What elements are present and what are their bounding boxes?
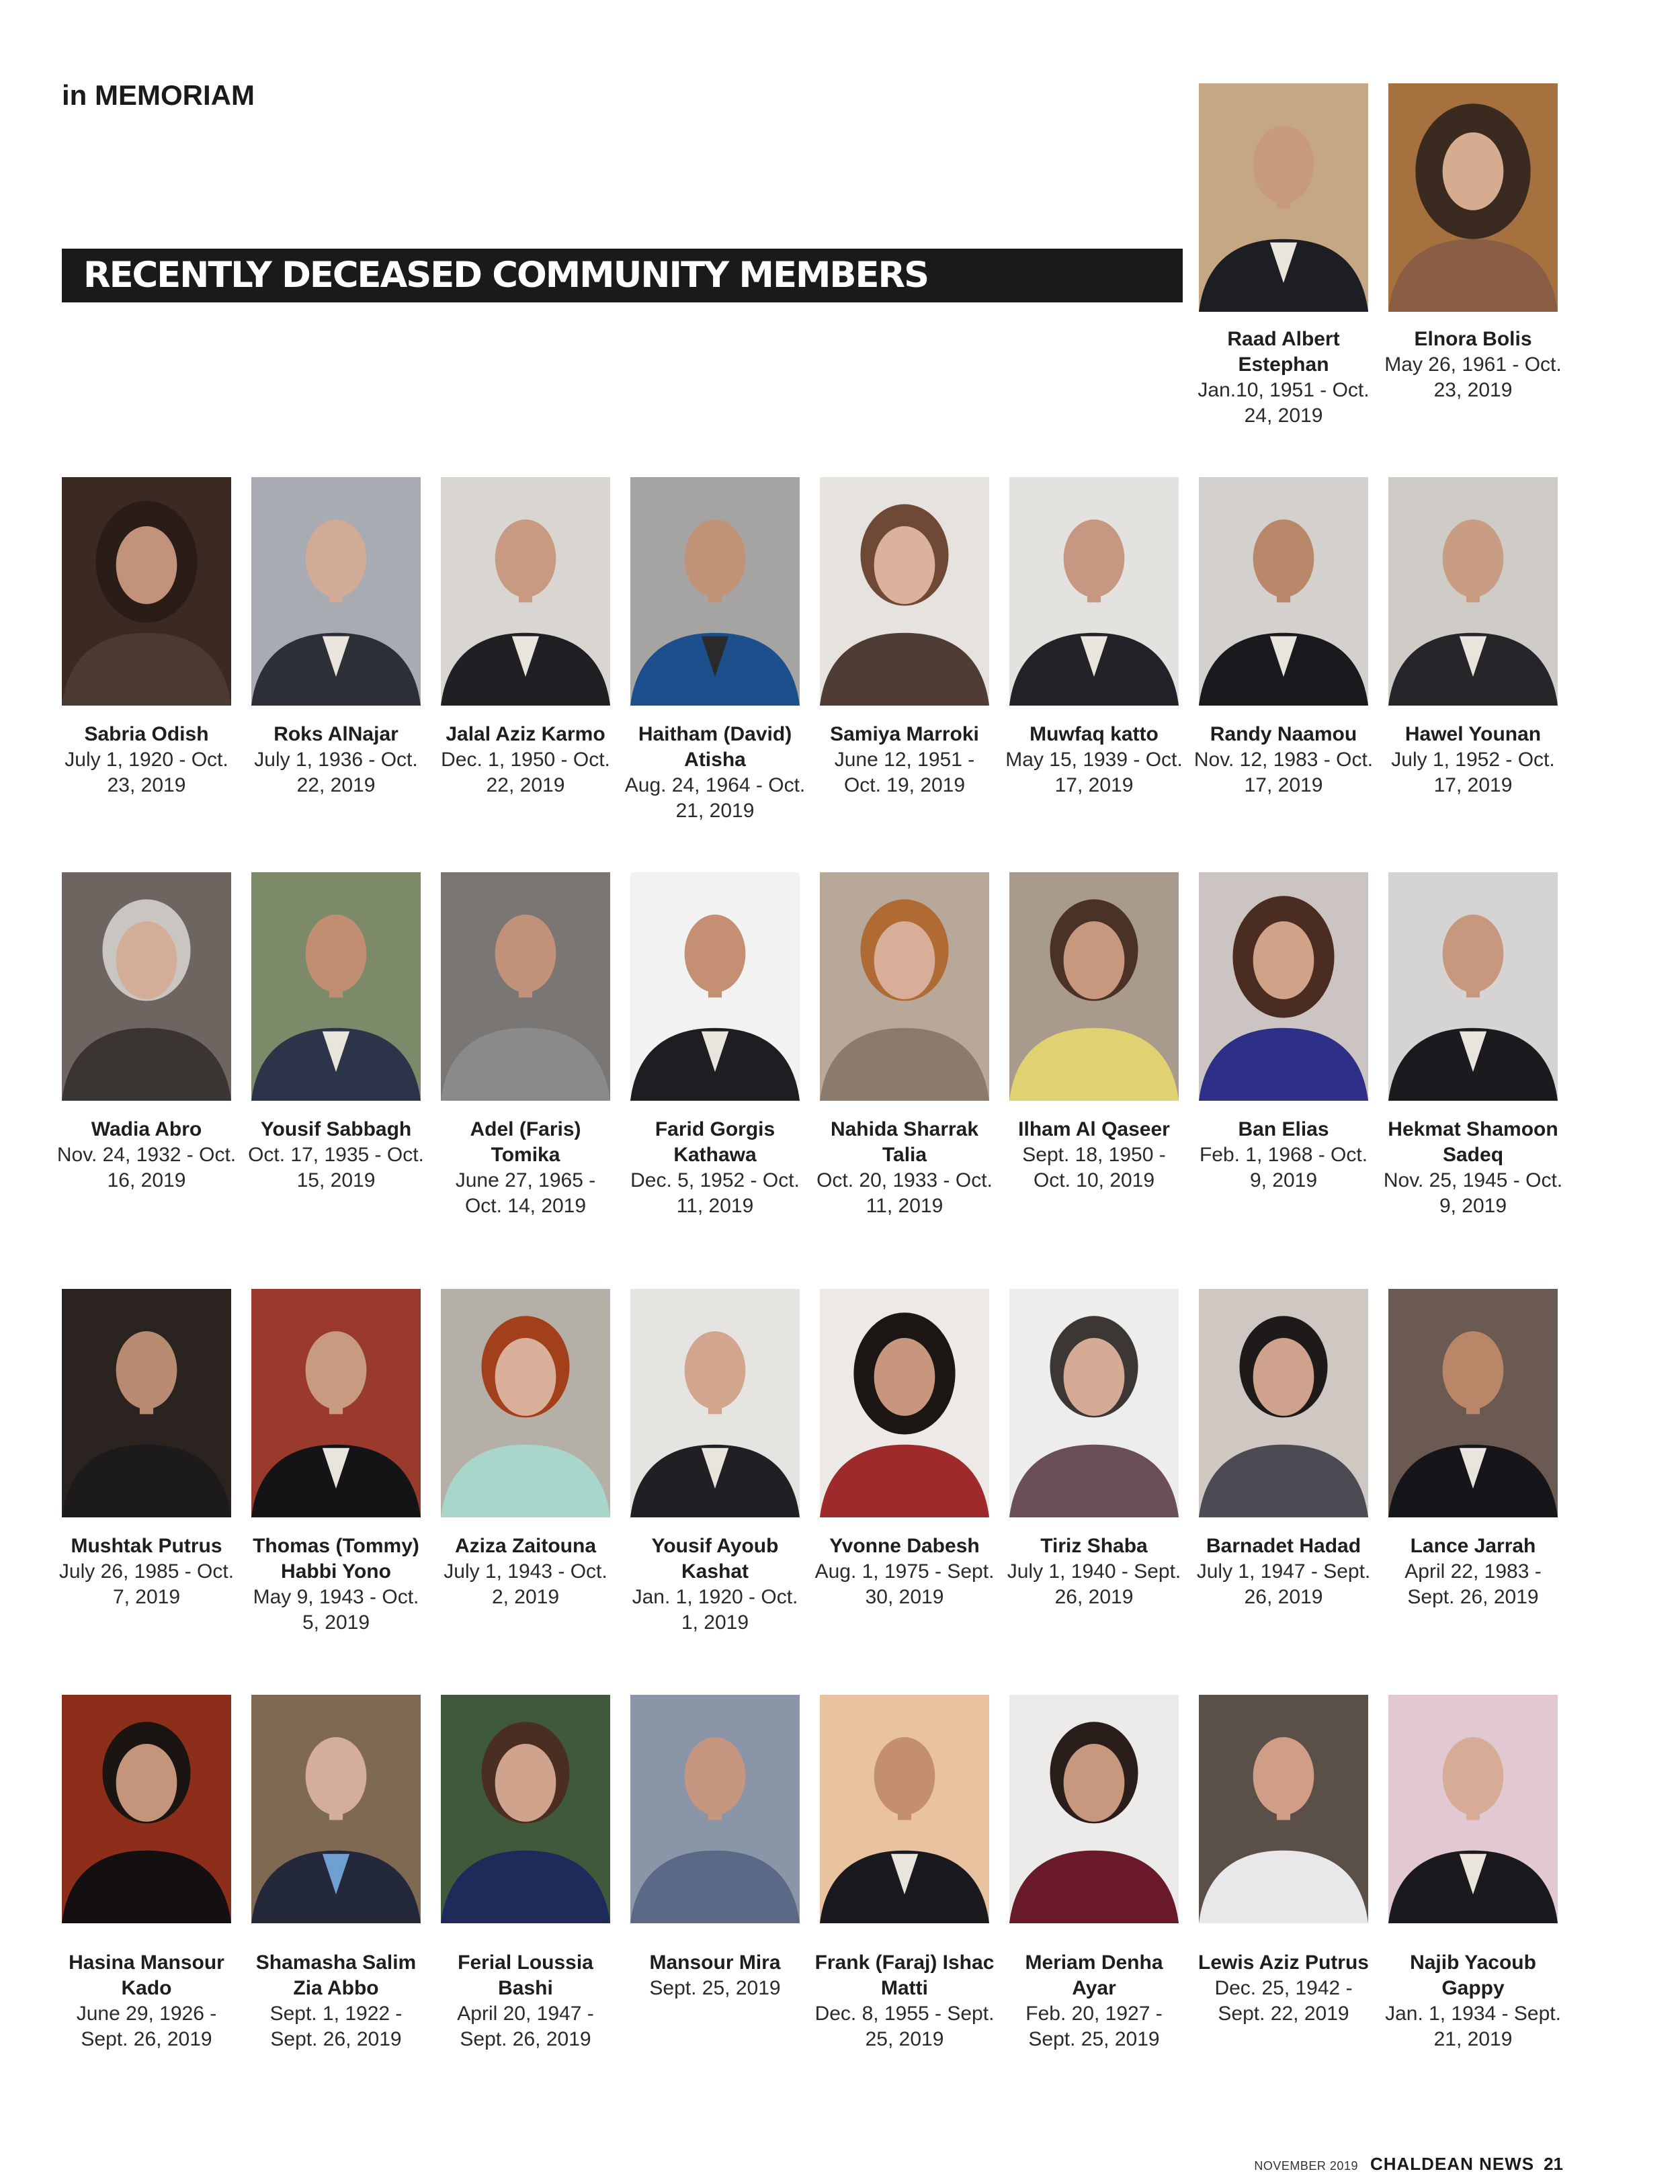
memorial-caption [435, 1117, 616, 1219]
memorial-caption [245, 1950, 427, 2052]
member-dates: June 27, 1965 - Oct. 14, 2019 [455, 1169, 596, 1217]
memorial-caption [814, 1950, 995, 2052]
member-name: Farid Gorgis Kathawa [655, 1118, 775, 1166]
member-name: Roks AlNajar [274, 723, 398, 745]
member-dates: April 22, 1983 - Sept. 26, 2019 [1404, 1560, 1542, 1608]
memorial-photo [441, 477, 610, 706]
member-name: Tiriz Shaba [1040, 1535, 1148, 1557]
memorial-photo [630, 872, 800, 1101]
memorial-photo [62, 872, 231, 1101]
memorial-caption [56, 1534, 237, 1610]
memorial-photo [820, 872, 989, 1101]
member-dates: Nov. 25, 1945 - Oct. 9, 2019 [1383, 1169, 1563, 1217]
memorial-photo [1199, 1695, 1368, 1923]
memorial-caption [624, 1950, 806, 2001]
member-dates: Jan. 1, 1920 - Oct. 1, 2019 [632, 1586, 798, 1634]
memorial-caption [1382, 1117, 1564, 1219]
member-dates: July 1, 1952 - Oct. 17, 2019 [1391, 749, 1555, 796]
member-dates: Nov. 24, 1932 - Oct. 16, 2019 [56, 1144, 237, 1191]
memorial-caption [1193, 327, 1374, 429]
memorial-photo [441, 1695, 610, 1923]
section-banner: RECENTLY DECEASED COMMUNITY MEMBERS [62, 249, 1183, 302]
memorial-photo [820, 1289, 989, 1517]
member-dates: Dec. 25, 1942 - Sept. 22, 2019 [1214, 1977, 1353, 2025]
member-name: Muwfaq katto [1030, 723, 1159, 745]
member-dates: May 15, 1939 - Oct. 17, 2019 [1005, 749, 1183, 796]
memorial-caption [814, 722, 995, 798]
member-name: Elnora Bolis [1414, 328, 1532, 350]
memorial-photo [1199, 1289, 1368, 1517]
memorial-photo [1388, 1695, 1558, 1923]
memorial-photo [630, 1289, 800, 1517]
memorial-caption [245, 1534, 427, 1636]
memorial-photo [630, 477, 800, 706]
memorial-photo [251, 1289, 421, 1517]
member-name: Hawel Younan [1404, 723, 1542, 745]
memorial-photo [62, 1289, 231, 1517]
memorial-caption [435, 1534, 616, 1610]
member-dates: Feb. 20, 1927 - Sept. 25, 2019 [1025, 2003, 1163, 2050]
page-footer [1254, 2154, 1563, 2175]
memorial-caption [1193, 722, 1374, 798]
page-number: 21 [1544, 2154, 1563, 2174]
member-dates: May 9, 1943 - Oct. 5, 2019 [253, 1586, 419, 1634]
member-name: Frank (Faraj) Ishac Matti [814, 1951, 995, 1999]
memorial-photo [1199, 83, 1368, 312]
member-dates: July 1, 1943 - Oct. 2, 2019 [444, 1560, 607, 1608]
member-dates: June 29, 1926 - Sept. 26, 2019 [76, 2003, 217, 2050]
member-dates: July 1, 1936 - Oct. 22, 2019 [254, 749, 418, 796]
memorial-caption [1382, 1534, 1564, 1610]
member-name: Ferial Loussia Bashi [458, 1951, 593, 1999]
member-dates: Jan.10, 1951 - Oct. 24, 2019 [1198, 379, 1370, 427]
member-name: Aziza Zaitouna [454, 1535, 596, 1557]
memorial-photo [630, 1695, 800, 1923]
memorial-photo [1199, 477, 1368, 706]
member-name: Yousif Sabbagh [260, 1118, 412, 1140]
member-dates: Aug. 24, 1964 - Oct. 21, 2019 [624, 774, 806, 822]
memorial-photo [1009, 477, 1179, 706]
memorial-photo [1388, 872, 1558, 1101]
member-dates: July 26, 1985 - Oct. 7, 2019 [58, 1560, 235, 1608]
member-name: Lewis Aziz Putrus [1198, 1951, 1369, 1974]
publication-name: CHALDEAN NEWS [1370, 2154, 1535, 2174]
member-name: Mansour Mira [649, 1951, 781, 1974]
member-dates: Feb. 1, 1968 - Oct. 9, 2019 [1199, 1144, 1368, 1191]
member-dates: May 26, 1961 - Oct. 23, 2019 [1384, 353, 1562, 401]
memorial-caption [624, 722, 806, 824]
memorial-caption [1193, 1950, 1374, 2027]
member-name: Mushtak Putrus [71, 1535, 222, 1557]
member-name: Meriam Denha Ayar [1025, 1951, 1163, 1999]
memorial-photo [1009, 1695, 1179, 1923]
memorial-caption [56, 1117, 237, 1193]
member-dates: July 1, 1947 - Sept. 26, 2019 [1196, 1560, 1371, 1608]
member-name: Ilham Al Qaseer [1018, 1118, 1170, 1140]
memorial-photo [1199, 872, 1368, 1101]
member-dates: Dec. 5, 1952 - Oct. 11, 2019 [630, 1169, 800, 1217]
memorial-caption [245, 722, 427, 798]
member-name: Hasina Mansour Kado [69, 1951, 224, 1999]
issue-date: NOVEMBER 2019 [1254, 2159, 1358, 2173]
memorial-caption [1193, 1117, 1374, 1193]
member-name: Randy Naamou [1210, 723, 1357, 745]
memorial-caption [1003, 1950, 1185, 2052]
memorial-caption [814, 1534, 995, 1610]
memorial-caption [435, 722, 616, 798]
member-name: Ban Elias [1238, 1118, 1329, 1140]
memorial-photo [62, 1695, 231, 1923]
member-name: Najib Yacoub Gappy [1410, 1951, 1536, 1999]
member-name: Samiya Marroki [830, 723, 979, 745]
member-name: Yousif Ayoub Kashat [651, 1535, 779, 1583]
member-name: Barnadet Hadad [1206, 1535, 1361, 1557]
member-name: Shamasha Salim Zia Abbo [255, 1951, 417, 1999]
memorial-photo [1388, 83, 1558, 312]
memorial-photo [62, 477, 231, 706]
memorial-caption [624, 1117, 806, 1219]
member-name: Yvonne Dabesh [829, 1535, 980, 1557]
member-dates: Dec. 8, 1955 - Sept. 25, 2019 [814, 2003, 995, 2050]
member-dates: Aug. 1, 1975 - Sept. 30, 2019 [814, 1560, 995, 1608]
member-dates: Jan. 1, 1934 - Sept. 21, 2019 [1385, 2003, 1561, 2050]
memorial-photo [820, 477, 989, 706]
member-name: Thomas (Tommy) Habbi Yono [253, 1535, 419, 1583]
section-label: in MEMORIAM [62, 79, 255, 111]
memorial-photo [251, 477, 421, 706]
memorial-caption [245, 1117, 427, 1193]
memorial-caption [56, 722, 237, 798]
memorial-caption [1382, 722, 1564, 798]
member-name: Sabria Odish [84, 723, 209, 745]
member-dates: Oct. 17, 1935 - Oct. 15, 2019 [248, 1144, 424, 1191]
member-dates: Oct. 20, 1933 - Oct. 11, 2019 [816, 1169, 993, 1217]
memorial-caption [1003, 1534, 1185, 1610]
member-name: Nahida Sharrak Talia [830, 1118, 979, 1166]
memorial-caption [1382, 1950, 1564, 2052]
memorial-caption [1003, 1117, 1185, 1193]
member-name: Haitham (David) Atisha [638, 723, 792, 771]
member-name: Lance Jarrah [1410, 1535, 1536, 1557]
memorial-caption [624, 1534, 806, 1636]
memorial-caption [435, 1950, 616, 2052]
member-dates: Nov. 12, 1983 - Oct. 17, 2019 [1193, 749, 1374, 796]
member-dates: July 1, 1940 - Sept. 26, 2019 [1007, 1560, 1181, 1608]
memorial-photo [441, 1289, 610, 1517]
memorial-photo [251, 1695, 421, 1923]
memorial-caption [56, 1950, 237, 2052]
member-dates: Dec. 1, 1950 - Oct. 22, 2019 [441, 749, 610, 796]
memorial-photo [441, 872, 610, 1101]
member-dates: June 12, 1951 - Oct. 19, 2019 [834, 749, 975, 796]
memorial-photo [251, 872, 421, 1101]
memorial-caption [1193, 1534, 1374, 1610]
memorial-photo [1388, 1289, 1558, 1517]
memorial-photo [1009, 1289, 1179, 1517]
memorial-photo [1388, 477, 1558, 706]
member-name: Raad Albert Estephan [1227, 328, 1340, 376]
member-name: Jalal Aziz Karmo [446, 723, 605, 745]
member-dates: Sept. 1, 1922 - Sept. 26, 2019 [269, 2003, 403, 2050]
memorial-photo [820, 1695, 989, 1923]
member-name: Adel (Faris) Tomika [470, 1118, 581, 1166]
member-dates: April 20, 1947 - Sept. 26, 2019 [457, 2003, 594, 2050]
member-dates: Sept. 25, 2019 [649, 1977, 781, 1999]
member-dates: Sept. 18, 1950 - Oct. 10, 2019 [1022, 1144, 1166, 1191]
member-name: Wadia Abro [91, 1118, 202, 1140]
memorial-caption [1382, 327, 1564, 403]
member-name: Hekmat Shamoon Sadeq [1388, 1118, 1558, 1166]
member-dates: July 1, 1920 - Oct. 23, 2019 [65, 749, 228, 796]
memorial-caption [814, 1117, 995, 1219]
memorial-caption [1003, 722, 1185, 798]
memorial-photo [1009, 872, 1179, 1101]
